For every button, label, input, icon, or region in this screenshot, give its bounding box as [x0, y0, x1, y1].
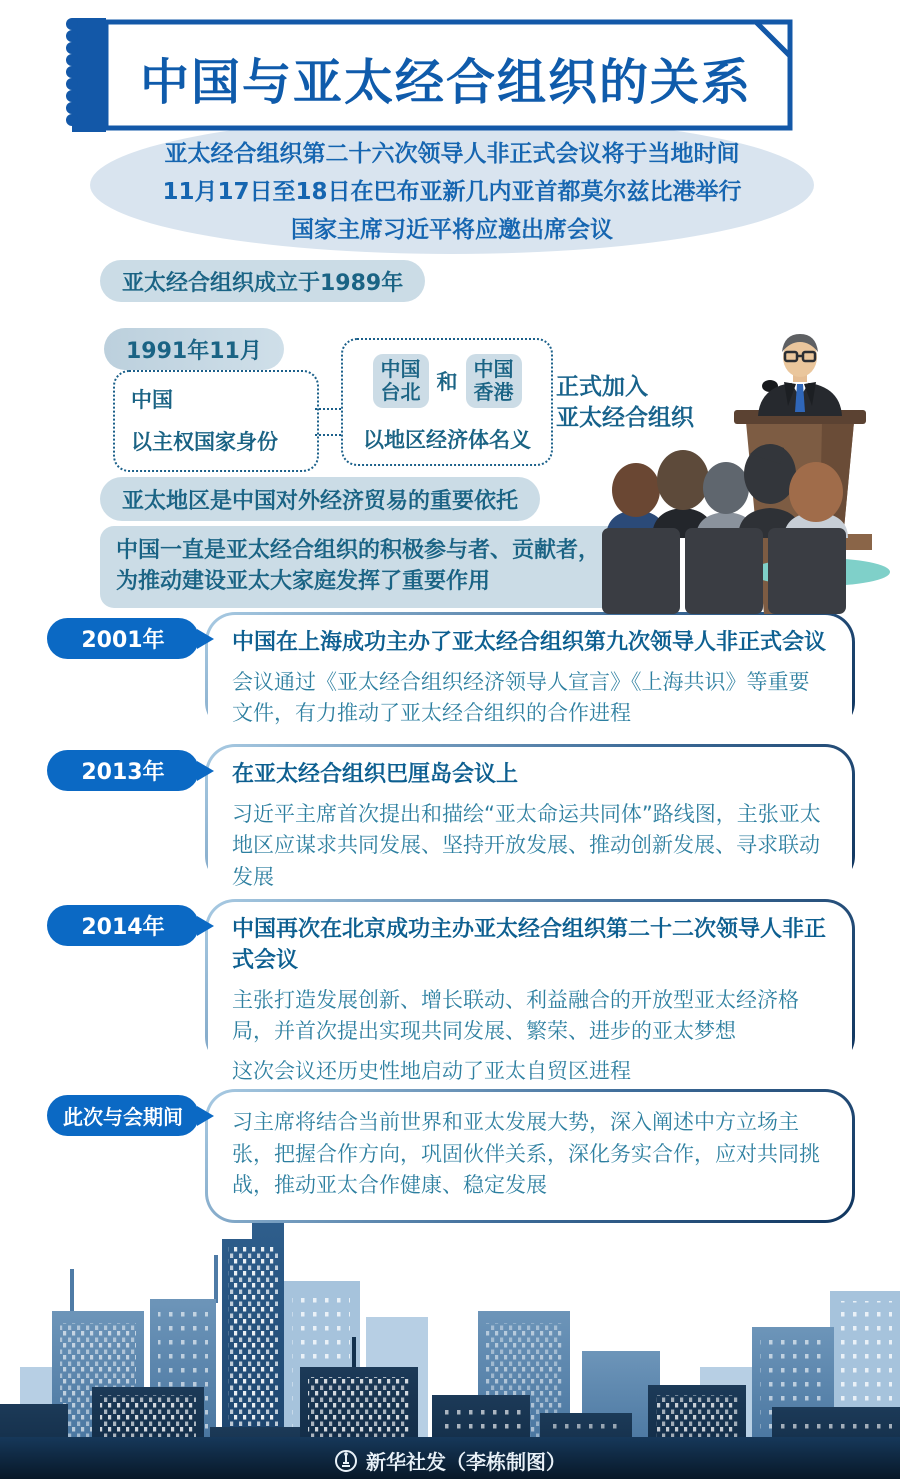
speaker-figure [758, 334, 842, 416]
timeline-body: 主张打造发展创新、增长联动、利益融合的开放型亚太经济格局，并首次提出实现共同发展、繁荣、进步的亚太梦想 [232, 987, 799, 1044]
scalloped-strip [66, 18, 106, 132]
timeline-body: 习主席将结合当前世界和亚太发展大势，深入阐述中方立场主张，把握合作方向，巩固伙伴关系，深化务实合作，应对共同挑战，推动亚太合作健康、稳定发展 [232, 1110, 820, 1197]
china-sovereign-box [113, 370, 319, 472]
timeline-title: 在亚太经合组织巴厘岛会议上 [232, 762, 519, 787]
credit-text: 新华社发（李栋制图） [366, 1450, 566, 1474]
timeline-box-2014 [205, 899, 855, 1083]
timeline-tag-2014: 2014年 [47, 905, 199, 946]
timeline-tag-2001: 2001年 [47, 618, 199, 659]
timeline-title: 中国在上海成功主办了亚太经合组织第九次领导人非正式会议 [232, 630, 827, 655]
page-title: 中国与亚太经合组织的关系 [139, 54, 752, 111]
date-1991-pill: 1991年11月 [104, 328, 284, 370]
speaker-podium-illustration [588, 322, 892, 614]
timeline-tag-2013: 2013年 [47, 750, 199, 791]
chinese-taipei-pill: 中国 台北 [373, 354, 429, 408]
timeline-box-2001 [205, 612, 855, 732]
regional-economy-label: 以地区经济体名义 [363, 428, 531, 452]
timeline-body: 会议通过《亚太经合组织经济领导人宣言》《上海共识》等重要文件，有力推动了亚太经合组织的合作进程 [232, 669, 810, 726]
china-label: 中国 [131, 388, 173, 412]
economies-row [343, 354, 551, 408]
founded-1989-pill: 亚太经合组织成立于1989年 [100, 260, 425, 302]
timeline-body: 这次会议还历史性地启动了亚太自贸区进程 [232, 1058, 631, 1083]
contributor-statement-box: 中国一直是亚太经合组织的积极参与者、贡献者， 为推动建设亚太大家庭发挥了重要作用 [100, 526, 644, 608]
credit-line [0, 1446, 900, 1475]
city-skyline-illustration [0, 1199, 900, 1479]
subtitle [100, 140, 804, 244]
audience-chairs [602, 528, 846, 614]
and-label: 和 [436, 370, 458, 394]
timeline-box-this-meeting [205, 1089, 855, 1223]
timeline-tag-this-meeting: 此次与会期间 [47, 1095, 199, 1136]
xinhua-logo-icon [334, 1449, 358, 1473]
timeline-body: 习近平主席首次提出和描绘“亚太命运共同体”路线图，主张亚太地区应谋求共同发展、坚持开放发展、推动创新发展、寻求联动发展 [232, 801, 821, 889]
dotted-connector-top [315, 408, 341, 410]
timeline-title: 中国再次在北京成功主办亚太经合组织第二十二次领导人非正式会议 [232, 917, 827, 973]
timeline-box-2013 [205, 744, 855, 889]
trade-reliance-pill: 亚太地区是中国对外经济贸易的重要依托 [100, 477, 540, 521]
hong-kong-china-pill: 中国 香港 [466, 354, 522, 408]
subtitle-line-2: 11月17日至18日在巴布亚新几内亚首都莫尔兹比港举行 [162, 178, 742, 205]
regional-economies-box [341, 338, 553, 466]
dotted-connector-bottom [315, 434, 341, 436]
subtitle-line-1: 亚太经合组织第二十六次领导人非正式会议将于当地时间 [164, 141, 740, 167]
subtitle-line-3: 国家主席习近平将应邀出席会议 [291, 216, 613, 243]
sovereign-identity-label: 以主权国家身份 [131, 430, 278, 454]
join-result-text: 正式加入 亚太经合组织 [556, 374, 694, 432]
